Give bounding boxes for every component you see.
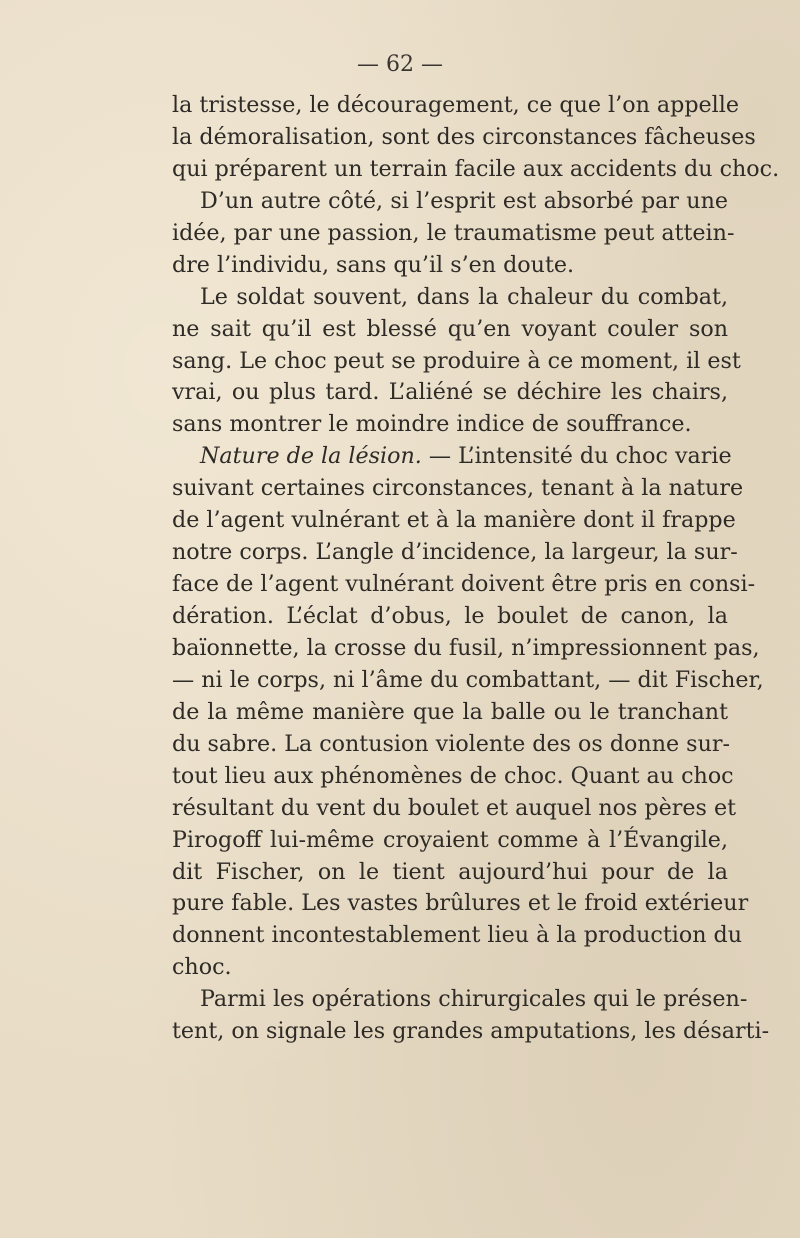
text-line: L’intensité du choc varie (458, 443, 732, 470)
text-line: D’un autre côté, si l’esprit est absorbé par une (200, 187, 728, 214)
section-title: Nature de la lésion. (200, 443, 422, 470)
text-line: — ni le corps, ni l’âme du combattant, — dit Fischer, (172, 666, 764, 693)
text-line: du sabre. La contusion violente des os donne sur- (172, 730, 730, 757)
text-line: de la même manière que la balle ou le tranchant (172, 698, 728, 725)
page-number: — 62 — (357, 52, 443, 77)
body-text (172, 90, 780, 1048)
text-line: baïonnette, la crosse du fusil, n’impressionnent pas, (172, 634, 760, 661)
text-line: dération. L’éclat d’obus, le boulet de canon, la (172, 603, 728, 629)
text-line: tout lieu aux phénomènes de choc. Quant au choc (172, 762, 734, 789)
text-line: dre l’individu, sans qu’il s’en doute. (172, 251, 575, 278)
section-line (172, 441, 732, 473)
text-line: dit Fischer, on le tient aujourd’hui pour de la (172, 858, 728, 885)
text-line: vrai, ou plus tard. L’aliéné se déchire les chairs, (172, 379, 728, 406)
text-line: la tristesse, le découragement, ce que l’on appelle (172, 92, 739, 118)
text-line: pure fable. Les vastes brûlures et le froid extérieur (172, 890, 749, 917)
text-line: idée, par une passion, le traumatisme peut attein- (172, 219, 735, 246)
text-line: choc. (172, 954, 232, 981)
text-line: la démoralisation, sont des circonstances fâcheuses (172, 123, 756, 150)
text-line: ne sait qu’il est blessé qu’en voyant couler son (172, 315, 728, 342)
text-line: tent, on signale les grandes amputations, les désarti- (172, 1018, 770, 1045)
text-line: de l’agent vulnérant et à la manière dont il frappe (172, 507, 736, 534)
text-line: résultant du vent du boulet et auquel nos pères et (172, 794, 737, 821)
text-line: Le soldat souvent, dans la chaleur du combat, (200, 283, 728, 310)
text-line: sang. Le choc peut se produire à ce moment, il est (172, 347, 741, 374)
text-line: Pirogoff lui-même croyaient comme à l’Évangile, (172, 826, 728, 853)
text-line: suivant certaines circonstances, tenant à la nature (172, 475, 744, 502)
section-separator: — (428, 443, 452, 470)
text-line: Parmi les opérations chirurgicales qui le présen- (200, 986, 748, 1013)
text-line: sans montrer le moindre indice de souffrance. (172, 411, 692, 438)
text-line: notre corps. L’angle d’incidence, la largeur, la sur- (172, 539, 738, 566)
text-line: donnent incontestablement lieu à la production du (172, 922, 743, 949)
text-line: qui préparent un terrain facile aux accidents du choc. (172, 155, 780, 182)
text-line: face de l’agent vulnérant doivent être pris en consi- (172, 571, 756, 598)
